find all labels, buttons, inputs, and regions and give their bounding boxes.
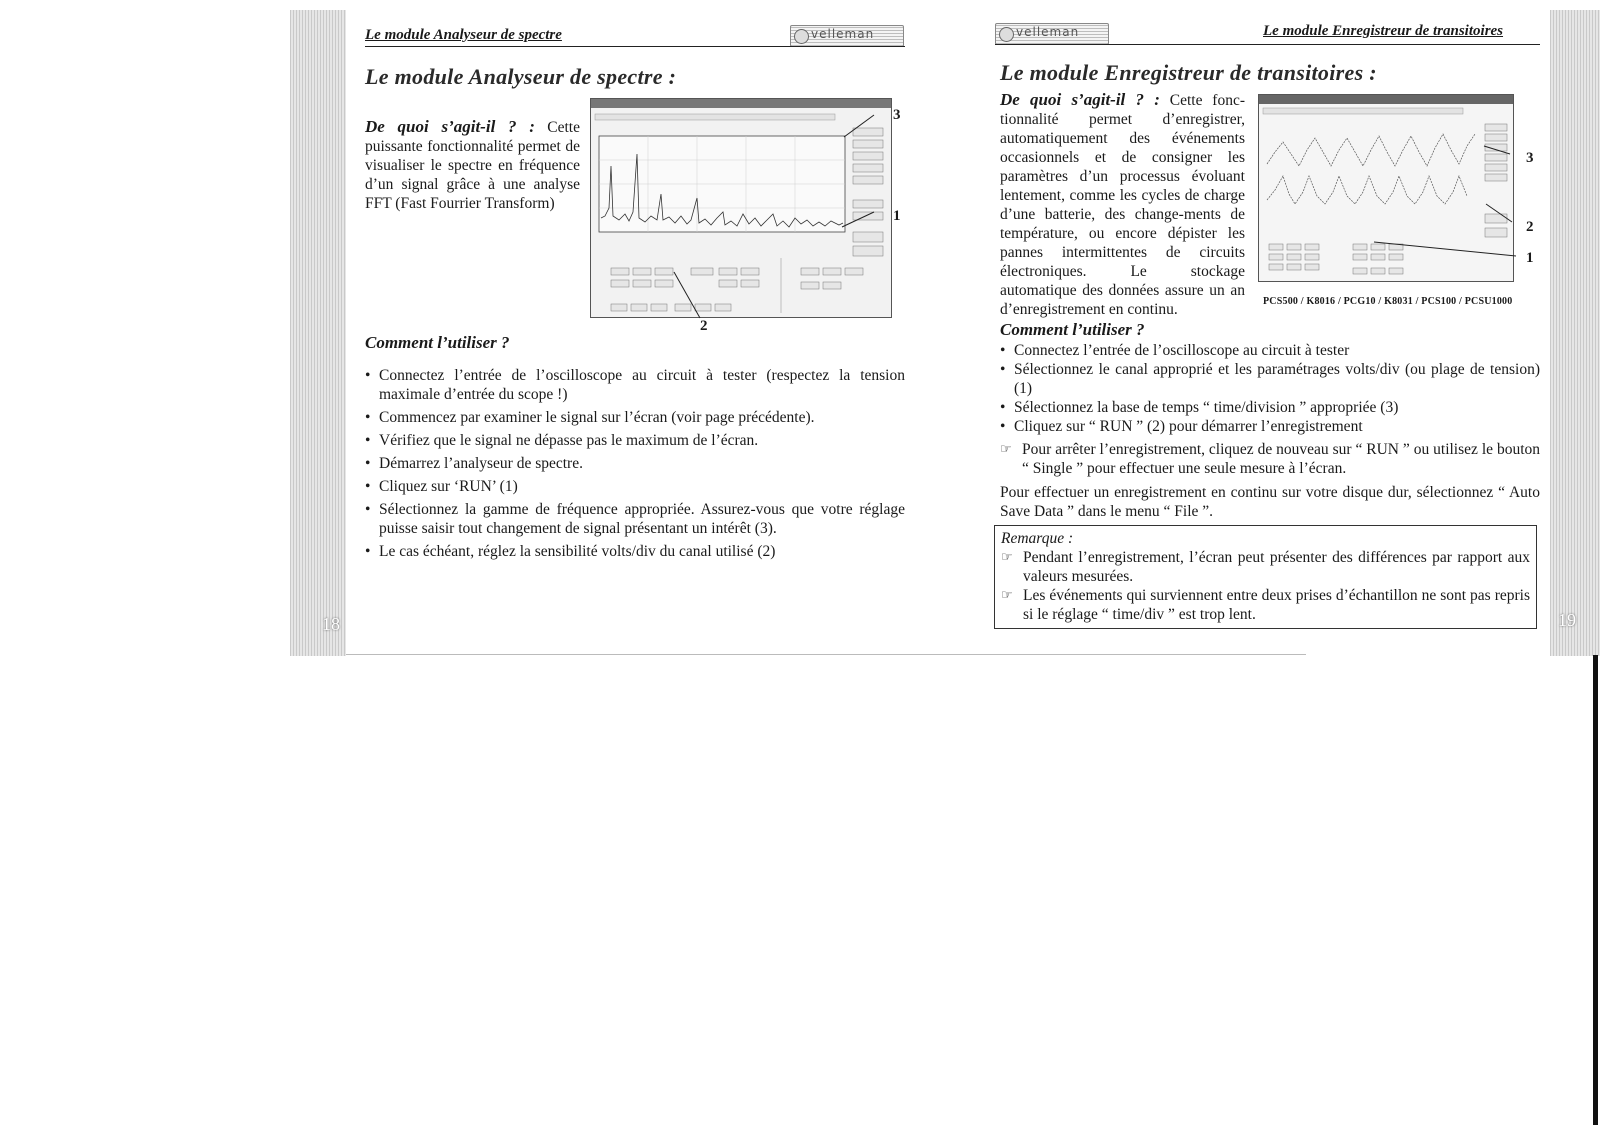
logo-text: velleman <box>1016 25 1080 39</box>
right-header-title: Le module Enregistreur de transitoires <box>1263 23 1504 39</box>
left-callout-3: 3 <box>893 107 901 123</box>
list-item: • Vérifiez que le signal ne dépasse pas le maximum de l’écran. <box>365 431 905 450</box>
list-item: • Sélectionnez le canal approprié et les paramétrages volts/div (ou plage de tension) (1) <box>1000 360 1540 398</box>
right-callout-line-1 <box>1370 238 1520 268</box>
right-intro-lead: De quoi s’agit-il ? : <box>1000 90 1160 109</box>
list-item: • Sélectionnez la gamme de fréquence appropriée. Assurez-vous que votre réglage puisse saisir tout changement de signal présentant un intérêt (3). <box>365 500 905 538</box>
list-item: • Commencez par examiner le signal sur l’écran (voir page précédente). <box>365 408 905 427</box>
logo-globe-icon <box>794 29 809 44</box>
left-intro-text: Cette puissante fonctionnalité permet de visualiser le spectre en fréquence d’un signal grâce à une analyse FFT (Fast Fourrier Transform) <box>365 119 580 212</box>
right-screenshot-caption: PCS500 / K8016 / PCG10 / K8031 / PCS100 / PCSU1000 <box>1263 296 1513 307</box>
right-remark-box <box>994 525 1537 629</box>
left-page-gutter <box>290 10 346 656</box>
left-callout-lines <box>840 105 890 325</box>
list-item: • Cliquez sur “ RUN ” (2) pour démarrer l’enregistrement <box>1000 417 1540 436</box>
list-item: • Connectez l’entrée de l’oscilloscope au circuit à tester <box>1000 341 1540 360</box>
list-item: • Sélectionnez la base de temps “ time/division ” appropriée (3) <box>1000 398 1540 417</box>
logo-globe-icon <box>999 27 1014 42</box>
left-steps-list <box>365 366 905 565</box>
left-callout-line-2 <box>670 270 710 320</box>
remark-item: ☞ Pendant l’enregistrement, l’écran peut présenter des différences par rapport aux valeurs mesurées. <box>1001 548 1530 586</box>
left-header-rule <box>365 46 905 47</box>
list-item: • Démarrez l’analyseur de spectre. <box>365 454 905 473</box>
left-page-title: Le module Analyseur de spectre : <box>365 64 677 89</box>
remark-item: ☞ Les événements qui surviennent entre deux prises d’échantillon ne sont pas repris si le réglage “ time/div ” est trop lent. <box>1001 586 1530 624</box>
right-edge-bar <box>1593 655 1598 1125</box>
right-page-number: 19 <box>1558 610 1576 630</box>
left-intro-lead: De quoi s’agit-il ? : <box>365 117 535 136</box>
right-continuous-note: Pour effectuer un enregistrement en continu sur votre disque dur, sélectionnez “ Auto Save Data ” dans le menu “ File ”. <box>1000 484 1540 520</box>
page-bottom-rule <box>346 654 1306 655</box>
right-callout-2: 2 <box>1526 219 1534 235</box>
right-callout-1: 1 <box>1526 250 1534 266</box>
left-callout-2: 2 <box>700 318 708 334</box>
right-steps-list <box>1000 341 1540 436</box>
left-callout-1: 1 <box>893 208 901 224</box>
right-page-gutter <box>1550 10 1600 656</box>
right-intro-text: Cette fonc-tionnalité permet d’enregistrer, automatiquement des événements occasionnels et de consigner les paramètres d’un processus évoluant lentement, comme les cycles de charge d’une batterie, des change-ments de température, ou encore dépister les pannes intermittentes de circuits électroniques. Le stockage automatique des données assure un an d’enregistrement en continu. <box>1000 92 1245 318</box>
logo-text: velleman <box>811 27 875 41</box>
right-callout-3: 3 <box>1526 150 1534 166</box>
right-intro <box>1000 90 1245 319</box>
right-page-title: Le module Enregistreur de transitoires : <box>1000 60 1377 85</box>
left-intro <box>365 117 580 213</box>
left-page-number: 18 <box>322 614 340 634</box>
list-item: • Cliquez sur ‘RUN’ (1) <box>365 477 905 496</box>
left-logo <box>790 25 904 47</box>
right-logo <box>995 23 1109 45</box>
list-item: • Le cas échéant, réglez la sensibilité volts/div du canal utilisé (2) <box>365 542 905 561</box>
right-stop-note: ☞ Pour arrêter l’enregistrement, cliquez de nouveau sur “ RUN ” ou utilisez le bouton “ Single ” pour effectuer une seule mesure à l’écran. <box>1000 440 1540 478</box>
right-how-title: Comment l’utiliser ? <box>1000 320 1145 339</box>
list-item: • Connectez l’entrée de l’oscilloscope au circuit à tester (respectez la tension maximale d’entrée du scope !) <box>365 366 905 404</box>
left-how-title: Comment l’utiliser ? <box>365 333 510 352</box>
right-header-rule <box>995 44 1540 45</box>
screenshot-titlebar <box>1259 95 1513 104</box>
left-header-title: Le module Analyseur de spectre <box>365 27 562 43</box>
remark-title: Remarque : <box>1001 530 1074 547</box>
